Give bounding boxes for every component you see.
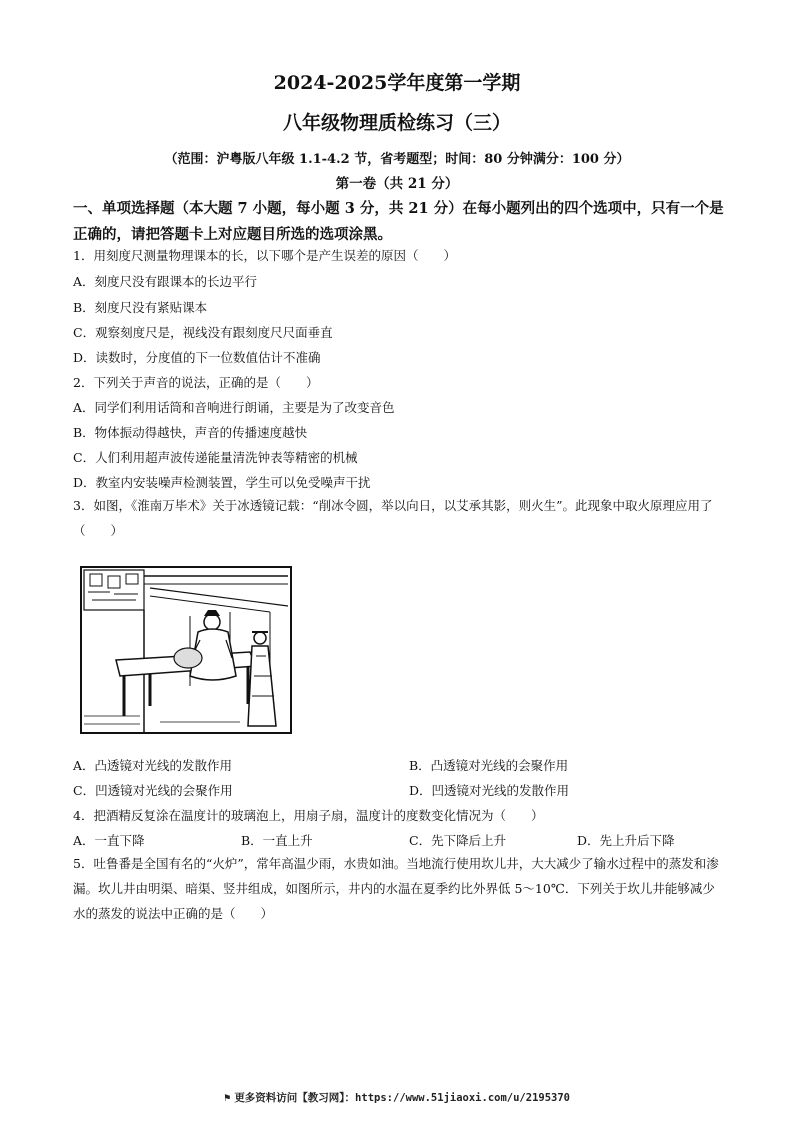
- question-5-stem: 5．吐鲁番是全国有名的“火炉”，常年高温少雨，水贵如油。当地流行使用坎儿井，大大减少了输水过程中的蒸发和渗漏。坎儿井由明渠、暗渠、竖井组成，如图所示，井内的水温在夏季约比外界低 5～10℃．下列关于坎儿井能够减少水的蒸发的说法中正确的是（ ）: [73, 856, 719, 921]
- question-3-option-d[interactable]: D．凹透镜对光线的发散作用: [409, 783, 570, 798]
- question-1-option-d[interactable]: D．读数时，分度值的下一位数值估计不准确: [73, 350, 321, 365]
- question-4-stem: 4．把酒精反复涂在温度计的玻璃泡上，用扇子扇，温度计的度数变化情况为（ ）: [73, 808, 544, 823]
- footer-text[interactable]: 更多资料访问【教习网】：https://www.51jiaoxi.com/u/2195370: [234, 1092, 570, 1104]
- ancient-fire-lens-illustration: [80, 566, 292, 734]
- question-4-option-a[interactable]: A．一直下降: [73, 833, 145, 848]
- exam-scope: （范围：沪粤版八年级 1.1-4.2 节，省考题型；时间：80 分钟满分：100 分）: [164, 152, 630, 167]
- exam-subtitle: 八年级物理质检练习（三）: [282, 112, 511, 134]
- question-3-option-b[interactable]: B．凸透镜对光线的会聚作用: [409, 758, 569, 773]
- flag-icon: ⚑: [223, 1092, 231, 1104]
- question-4-option-b[interactable]: B．一直上升: [241, 833, 313, 848]
- section-1-heading: 一、单项选择题（本大题 7 小题，每小题 3 分，共 21 分）在每小题列出的四个选项中，只有一个是正确的，请把答题卡上对应题目所选的选项涂黑。: [73, 200, 724, 243]
- question-3-option-a[interactable]: A．凸透镜对光线的发散作用: [73, 758, 233, 773]
- question-1-option-a[interactable]: A．刻度尺没有跟课本的长边平行: [73, 274, 258, 289]
- question-3-stem: 3．如图，《淮南万毕术》关于冰透镜记载：“削冰令圆，举以向日，以艾承其影，则火生”。此现象中取火原理应用了（ ）: [73, 498, 713, 538]
- volume-heading: 第一卷（共 21 分）: [335, 176, 459, 192]
- question-2-option-c[interactable]: C．人们利用超声波传递能量清洗钟表等精密的机械: [73, 450, 358, 465]
- question-4-option-d[interactable]: D．先上升后下降: [577, 833, 675, 848]
- question-3-option-c[interactable]: C．凹透镜对光线的会聚作用: [73, 783, 233, 798]
- question-2-option-a[interactable]: A．同学们利用话筒和音响进行朗诵，主要是为了改变音色: [73, 400, 395, 415]
- exam-title: 2024-2025学年度第一学期: [273, 72, 521, 94]
- question-1-option-b[interactable]: B．刻度尺没有紧贴课本: [73, 300, 208, 315]
- question-1-option-c[interactable]: C．观察刻度尺是，视线没有跟刻度尺尺面垂直: [73, 325, 333, 340]
- question-1-stem: 1．用刻度尺测量物理课本的长，以下哪个是产生误差的原因（ ）: [73, 248, 456, 263]
- question-2-stem: 2．下列关于声音的说法，正确的是（ ）: [73, 375, 319, 390]
- question-2-option-d[interactable]: D．教室内安装噪声检测装置，学生可以免受噪声干扰: [73, 475, 371, 490]
- question-2-option-b[interactable]: B．物体振动得越快，声音的传播速度越快: [73, 425, 308, 440]
- footer-link[interactable]: [0, 1090, 794, 1105]
- question-4-option-c[interactable]: C．先下降后上升: [409, 833, 507, 848]
